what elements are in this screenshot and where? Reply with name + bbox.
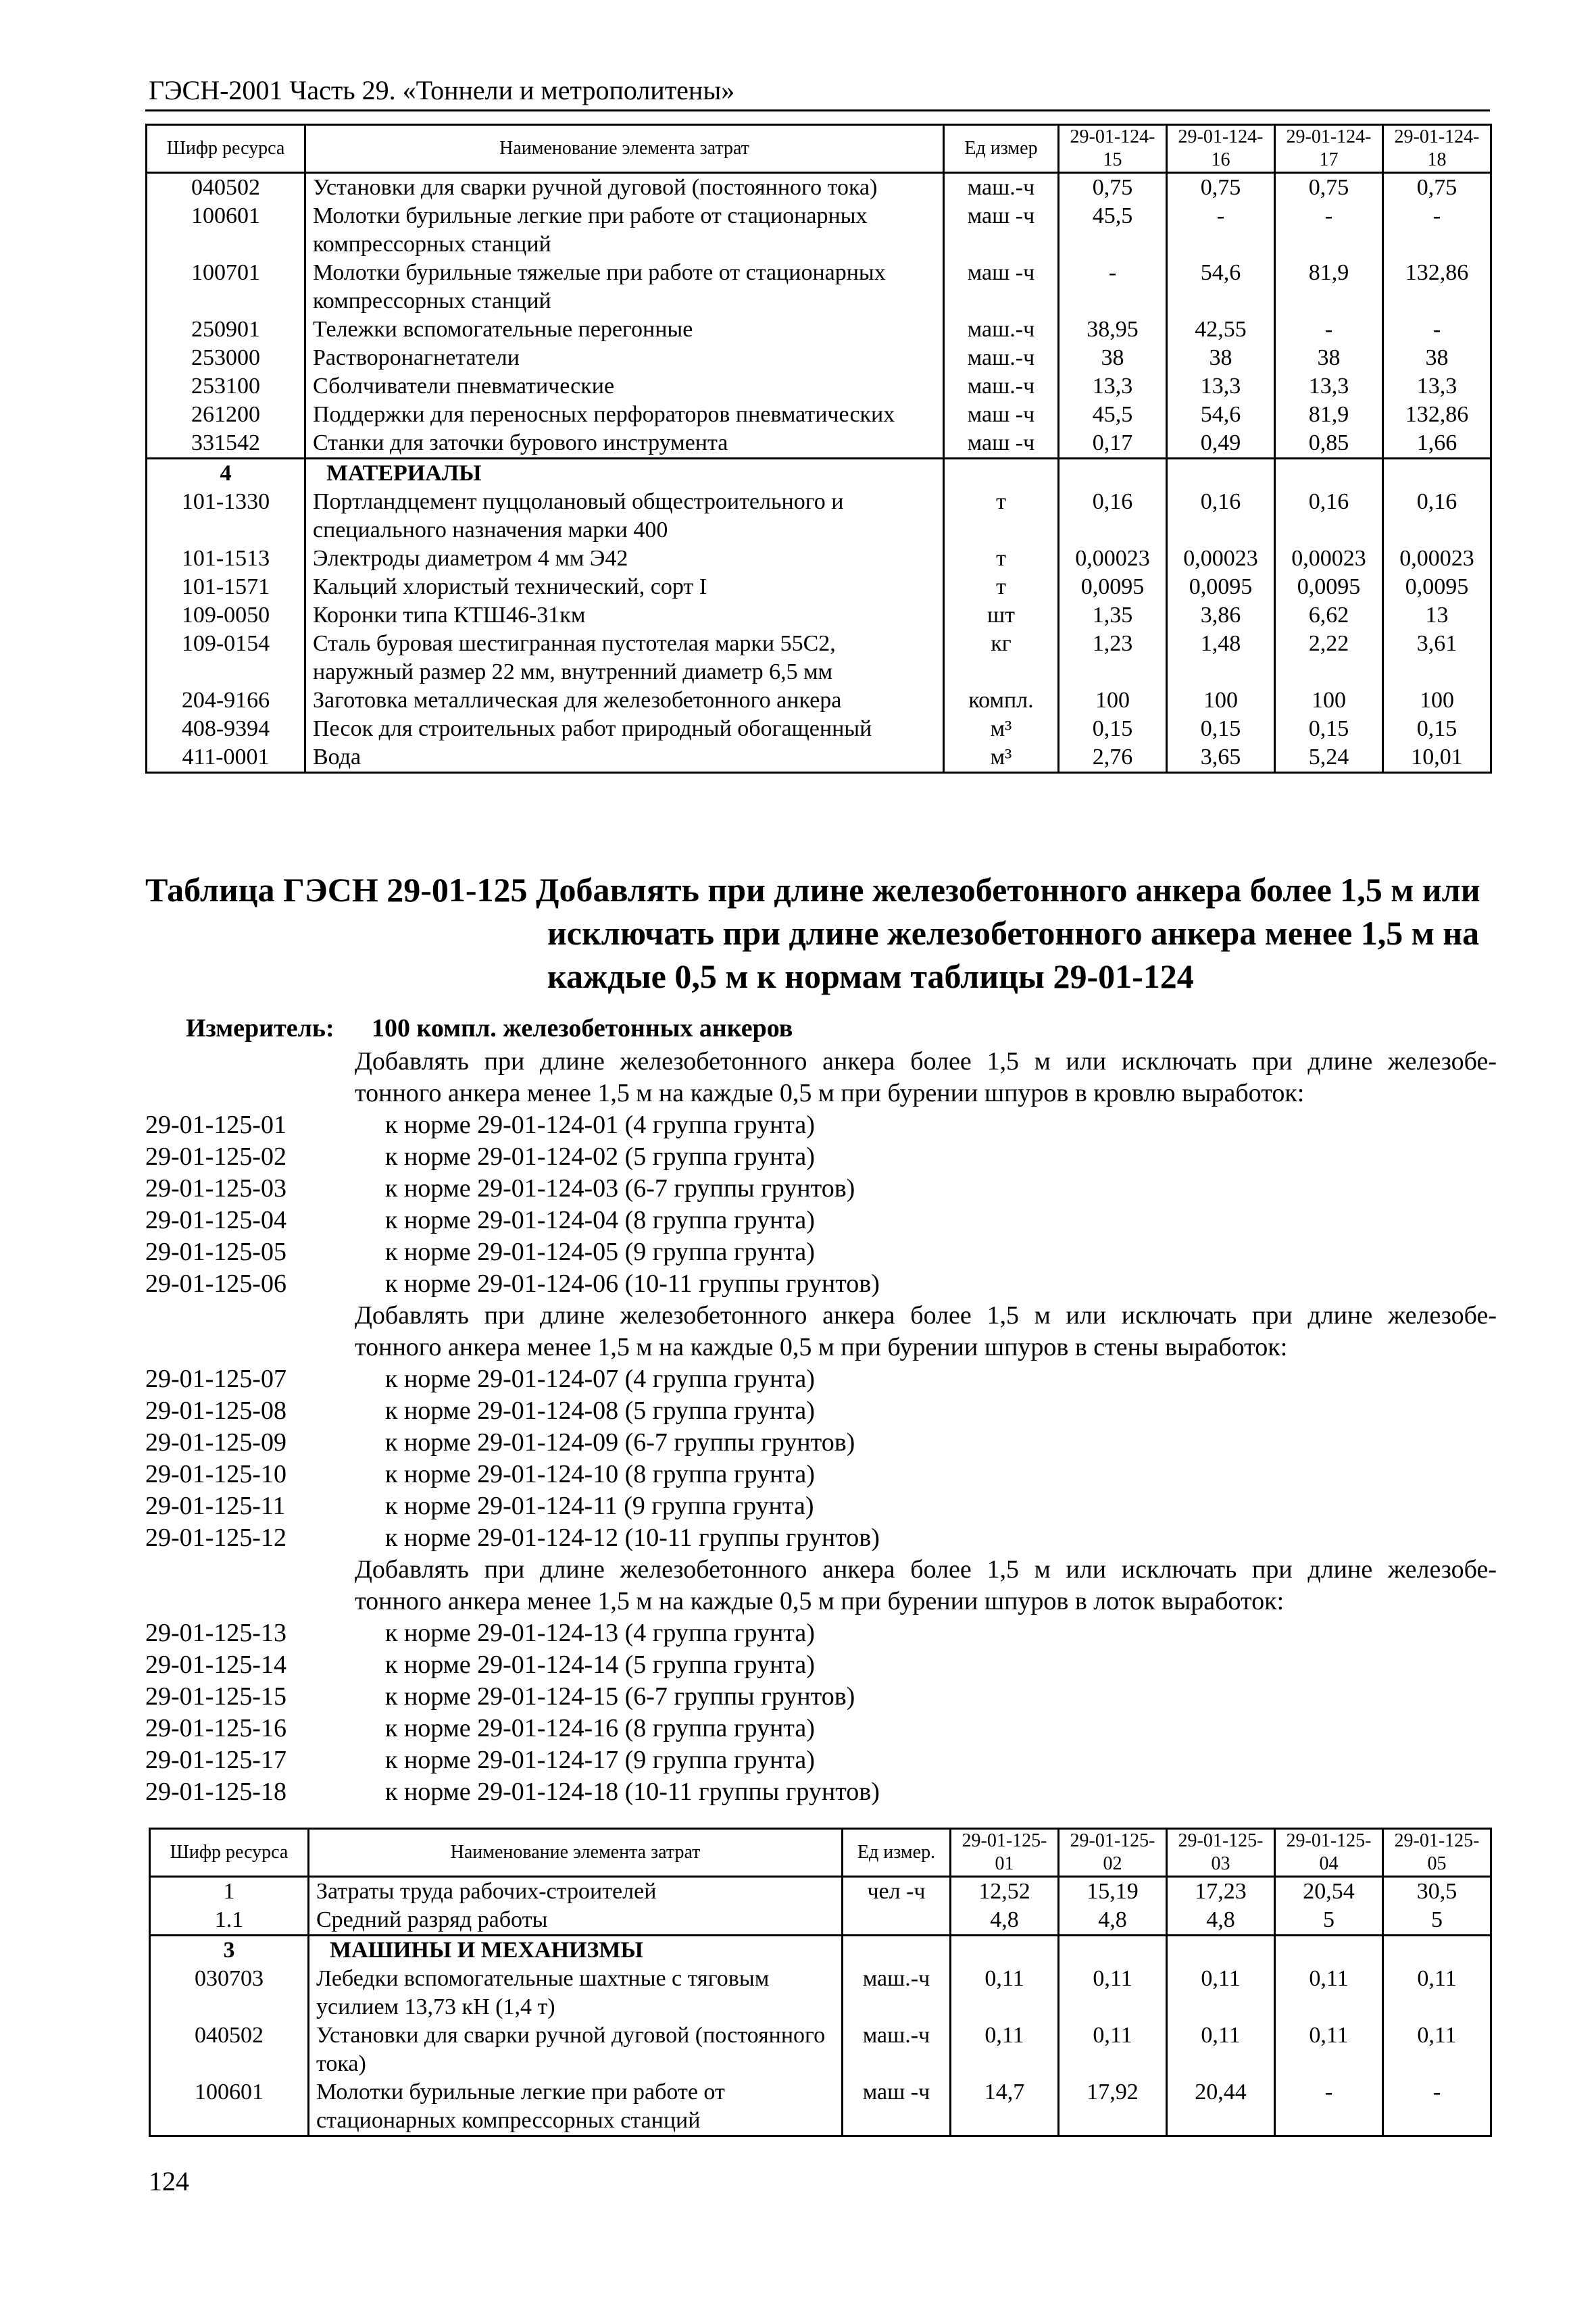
norm-value: 0,00023 <box>1059 545 1167 573</box>
norm-value: 100 <box>1383 686 1491 715</box>
norm-value: 0,11 <box>1059 2021 1167 2078</box>
norm-code: 29-01-125-02 <box>145 1142 286 1171</box>
empty-cell <box>951 1936 1059 1965</box>
table-row <box>147 630 1491 686</box>
resource-unit: чел -ч <box>843 1877 951 1907</box>
resource-code: 411-0001 <box>147 743 305 773</box>
norm-code: 29-01-125-10 <box>145 1460 286 1488</box>
norm-value: 6,62 <box>1275 601 1383 630</box>
norm-text: к норме 29-01-124-18 (10-11 группы грунтов) <box>385 1778 880 1806</box>
norm-value: 5 <box>1383 1906 1491 1936</box>
norm-text: к норме 29-01-124-10 (8 группа грунта) <box>385 1460 815 1488</box>
resource-name: Тележки вспомогательные перегонные <box>305 316 944 344</box>
section-code: 3 <box>150 1936 309 1965</box>
norm-value: 38 <box>1059 344 1167 372</box>
resource-unit: компл. <box>944 686 1059 715</box>
norm-value: 0,11 <box>951 2021 1059 2078</box>
table-title-line: Таблица ГЭСН 29-01-125 Добавлять при длине железобетонного анкера более 1,5 м или <box>145 871 1480 909</box>
resource-name: Поддержки для переносных перфораторов пневматических <box>305 401 944 429</box>
resource-table-124 <box>145 124 1492 774</box>
resource-code: 253100 <box>147 372 305 401</box>
norm-value: 0,00023 <box>1167 545 1275 573</box>
norm-value: 0,15 <box>1383 715 1491 743</box>
resource-name: Заготовка металлическая для железобетонного анкера <box>305 686 944 715</box>
norm-value: 3,65 <box>1167 743 1275 773</box>
norm-value: 2,76 <box>1059 743 1167 773</box>
norm-value: 13,3 <box>1059 372 1167 401</box>
norm-value: 0,75 <box>1059 173 1167 203</box>
table-row <box>147 545 1491 573</box>
norm-value: 45,5 <box>1059 202 1167 259</box>
norm-group-intro <box>145 1300 1497 1363</box>
empty-cell <box>1167 1936 1275 1965</box>
resource-name: Сболчиватели пневматические <box>305 372 944 401</box>
table-row <box>147 316 1491 344</box>
norm-value: 0,15 <box>1059 715 1167 743</box>
norm-value: 0,0095 <box>1383 573 1491 601</box>
table-row <box>150 1906 1491 1936</box>
norm-value: 81,9 <box>1275 259 1383 316</box>
measurer <box>186 1013 793 1043</box>
resource-unit: т <box>944 488 1059 545</box>
norm-value: 1,66 <box>1383 429 1491 459</box>
resource-code: 101-1513 <box>147 545 305 573</box>
norm-item <box>145 1459 1497 1490</box>
column-header: 29-01-124-16 <box>1167 125 1275 173</box>
table-title <box>145 868 1497 998</box>
table-row <box>150 1877 1491 1907</box>
table-row <box>150 2078 1491 2136</box>
norm-value: 81,9 <box>1275 401 1383 429</box>
norm-item <box>145 1744 1497 1776</box>
resource-unit: маш -ч <box>944 429 1059 459</box>
norm-value: 12,52 <box>951 1877 1059 1907</box>
norm-code: 29-01-125-06 <box>145 1269 286 1298</box>
norm-value: 38 <box>1383 344 1491 372</box>
norm-value: 0,75 <box>1167 173 1275 203</box>
column-header: Наименование элемента затрат <box>309 1829 843 1877</box>
norm-value: 20,54 <box>1275 1877 1383 1907</box>
norm-code: 29-01-125-01 <box>145 1111 286 1139</box>
norm-value: - <box>1275 2078 1383 2136</box>
norm-value: - <box>1383 2078 1491 2136</box>
norm-text: к норме 29-01-124-02 (5 группа грунта) <box>385 1142 815 1171</box>
section-code: 4 <box>147 459 305 488</box>
resource-unit: маш.-ч <box>944 372 1059 401</box>
norm-text: к норме 29-01-124-05 (9 группа грунта) <box>385 1238 815 1266</box>
norm-code: 29-01-125-04 <box>145 1206 286 1234</box>
resource-code: 250901 <box>147 316 305 344</box>
measurer-value: 100 компл. железобетонных анкеров <box>372 1014 793 1042</box>
norm-code: 29-01-125-16 <box>145 1714 286 1742</box>
table-title-line: каждые 0,5 м к нормам таблицы 29-01-124 <box>547 957 1194 995</box>
norm-item <box>145 1141 1497 1173</box>
norm-value: 17,92 <box>1059 2078 1167 2136</box>
norm-value: 0,15 <box>1275 715 1383 743</box>
norm-code: 29-01-125-05 <box>145 1238 286 1266</box>
norm-item <box>145 1649 1497 1681</box>
norm-value: - <box>1167 202 1275 259</box>
table-row <box>147 372 1491 401</box>
resource-code: 101-1571 <box>147 573 305 601</box>
norm-code: 29-01-125-18 <box>145 1778 286 1806</box>
norm-item <box>145 1268 1497 1300</box>
column-header: 29-01-125-02 <box>1059 1829 1167 1877</box>
resource-name: Кальций хлористый технический, сорт I <box>305 573 944 601</box>
norm-value: 0,11 <box>1383 1965 1491 2021</box>
resource-code: 408-9394 <box>147 715 305 743</box>
norm-list <box>145 1046 1497 1808</box>
norm-value: 0,16 <box>1167 488 1275 545</box>
norm-item <box>145 1427 1497 1459</box>
norm-code: 29-01-125-08 <box>145 1397 286 1425</box>
intro-line: Добавлять при длине железобетонного анкера более 1,5 м или исключать при длине железобе- <box>355 1047 1497 1076</box>
norm-item <box>145 1173 1497 1205</box>
resource-name: Молотки бурильные легкие при работе от стационарных компрессорных станций <box>309 2078 843 2136</box>
empty-cell <box>843 1936 951 1965</box>
empty-cell <box>944 459 1059 488</box>
table-header-row <box>147 125 1491 173</box>
resource-name: Коронки типа КТШ46-31км <box>305 601 944 630</box>
norm-value: 0,15 <box>1167 715 1275 743</box>
norm-item <box>145 1490 1497 1522</box>
page-number: 124 <box>149 2166 189 2196</box>
resource-code: 204-9166 <box>147 686 305 715</box>
header-rule <box>145 109 1490 111</box>
table-row <box>147 686 1491 715</box>
norm-item <box>145 1776 1497 1808</box>
norm-text: к норме 29-01-124-09 (6-7 группы грунтов) <box>385 1428 855 1457</box>
norm-value: 54,6 <box>1167 401 1275 429</box>
table-row <box>147 173 1491 203</box>
resource-code: 261200 <box>147 401 305 429</box>
resource-code: 040502 <box>147 173 305 203</box>
resource-unit: кг <box>944 630 1059 686</box>
empty-cell <box>1383 459 1491 488</box>
resource-unit: маш.-ч <box>944 344 1059 372</box>
norm-value: 132,86 <box>1383 259 1491 316</box>
norm-value: 10,01 <box>1383 743 1491 773</box>
norm-value: 100 <box>1059 686 1167 715</box>
norm-item <box>145 1363 1497 1395</box>
norm-code: 29-01-125-03 <box>145 1174 286 1203</box>
column-header: Ед измер. <box>843 1829 951 1877</box>
norm-value: 42,55 <box>1167 316 1275 344</box>
norm-group-intro <box>145 1046 1497 1109</box>
norm-item <box>145 1205 1497 1236</box>
resource-name: Установки для сварки ручной дуговой (постоянного тока) <box>309 2021 843 2078</box>
norm-value: 15,19 <box>1059 1877 1167 1907</box>
column-header: 29-01-125-05 <box>1383 1829 1491 1877</box>
resource-code: 100601 <box>147 202 305 259</box>
resource-unit: маш -ч <box>944 401 1059 429</box>
resource-name: Затраты труда рабочих-строителей <box>309 1877 843 1907</box>
norm-text: к норме 29-01-124-03 (6-7 группы грунтов) <box>385 1174 855 1203</box>
table-row <box>147 344 1491 372</box>
norm-text: к норме 29-01-124-16 (8 группа грунта) <box>385 1714 815 1742</box>
resource-name: Установки для сварки ручной дуговой (постоянного тока) <box>305 173 944 203</box>
column-header: 29-01-124-18 <box>1383 125 1491 173</box>
norm-value: 13,3 <box>1275 372 1383 401</box>
norm-code: 29-01-125-13 <box>145 1619 286 1647</box>
norm-value: 0,16 <box>1383 488 1491 545</box>
norm-code: 29-01-125-12 <box>145 1524 286 1552</box>
section-title: МАШИНЫ И МЕХАНИЗМЫ <box>309 1936 843 1965</box>
norm-value: 38 <box>1167 344 1275 372</box>
resource-unit: м³ <box>944 715 1059 743</box>
table-title-line: исключать при длине железобетонного анкера менее 1,5 м на <box>547 914 1480 952</box>
norm-text: к норме 29-01-124-14 (5 группа грунта) <box>385 1651 815 1679</box>
norm-text: к норме 29-01-124-13 (4 группа грунта) <box>385 1619 815 1647</box>
norm-value: 0,0095 <box>1275 573 1383 601</box>
norm-value: 100 <box>1275 686 1383 715</box>
norm-value: 2,22 <box>1275 630 1383 686</box>
norm-text: к норме 29-01-124-07 (4 группа грунта) <box>385 1365 815 1393</box>
resource-name: Сталь буровая шестигранная пустотелая марки 55С2, наружный размер 22 мм, внутренний диаметр 6,5 мм <box>305 630 944 686</box>
norm-value: 20,44 <box>1167 2078 1275 2136</box>
resource-name: Электроды диаметром 4 мм Э42 <box>305 545 944 573</box>
empty-cell <box>1059 459 1167 488</box>
resource-code: 100701 <box>147 259 305 316</box>
norm-text: к норме 29-01-124-06 (10-11 группы грунтов) <box>385 1269 880 1298</box>
norm-value: 0,11 <box>1167 2021 1275 2078</box>
intro-line: Добавлять при длине железобетонного анкера более 1,5 м или исключать при длине железобе- <box>355 1301 1497 1330</box>
resource-name: Растворонагнетатели <box>305 344 944 372</box>
norm-code: 29-01-125-11 <box>145 1492 286 1520</box>
norm-value: 0,00023 <box>1383 545 1491 573</box>
norm-value: 38 <box>1275 344 1383 372</box>
resource-unit: т <box>944 573 1059 601</box>
resource-name: Молотки бурильные тяжелые при работе от стационарных компрессорных станций <box>305 259 944 316</box>
column-header: 29-01-125-01 <box>951 1829 1059 1877</box>
table-row <box>147 715 1491 743</box>
column-header: 29-01-125-03 <box>1167 1829 1275 1877</box>
resource-code: 109-0050 <box>147 601 305 630</box>
table-row <box>147 573 1491 601</box>
norm-value: 13,3 <box>1167 372 1275 401</box>
norm-value: 1,35 <box>1059 601 1167 630</box>
norm-text: к норме 29-01-124-08 (5 группа грунта) <box>385 1397 815 1425</box>
resource-unit: маш -ч <box>944 259 1059 316</box>
resource-name: Песок для строительных работ природный обогащенный <box>305 715 944 743</box>
norm-text: к норме 29-01-124-01 (4 группа грунта) <box>385 1111 815 1139</box>
norm-value: 0,11 <box>951 1965 1059 2021</box>
table-row <box>147 601 1491 630</box>
column-header: 29-01-124-17 <box>1275 125 1383 173</box>
norm-item <box>145 1522 1497 1554</box>
resource-code: 331542 <box>147 429 305 459</box>
norm-value: 4,8 <box>1059 1906 1167 1936</box>
table-row <box>147 743 1491 773</box>
table-row <box>147 202 1491 259</box>
resource-unit: маш.-ч <box>843 2021 951 2078</box>
resource-name: Средний разряд работы <box>309 1906 843 1936</box>
table-header-row <box>150 1829 1491 1877</box>
resource-unit: маш -ч <box>843 2078 951 2136</box>
resource-code: 101-1330 <box>147 488 305 545</box>
running-header: ГЭСН-2001 Часть 29. «Тоннели и метрополитены» <box>149 75 735 105</box>
norm-value: 30,5 <box>1383 1877 1491 1907</box>
norm-value: 54,6 <box>1167 259 1275 316</box>
resource-unit: маш.-ч <box>944 316 1059 344</box>
norm-item <box>145 1395 1497 1427</box>
norm-code: 29-01-125-14 <box>145 1651 286 1679</box>
norm-item <box>145 1681 1497 1713</box>
section-row-machines <box>150 1936 1491 1965</box>
empty-cell <box>1275 1936 1383 1965</box>
table-row <box>147 259 1491 316</box>
resource-unit: т <box>944 545 1059 573</box>
norm-item <box>145 1236 1497 1268</box>
measurer-label: Измеритель: <box>186 1014 334 1042</box>
intro-line: тонного анкера менее 1,5 м на каждые 0,5 м при бурении шпуров в лоток выработок: <box>355 1587 1285 1615</box>
resource-unit: маш.-ч <box>843 1965 951 2021</box>
resource-code: 109-0154 <box>147 630 305 686</box>
resource-name: Станки для заточки бурового инструмента <box>305 429 944 459</box>
resource-code: 030703 <box>150 1965 309 2021</box>
norm-value: 0,11 <box>1275 1965 1383 2021</box>
empty-cell <box>1275 459 1383 488</box>
empty-cell <box>1167 459 1275 488</box>
norm-value: - <box>1275 202 1383 259</box>
intro-line: тонного анкера менее 1,5 м на каждые 0,5 м при бурении шпуров в кровлю выработок: <box>355 1079 1305 1107</box>
resource-code: 1 <box>150 1877 309 1907</box>
norm-value: 0,11 <box>1167 1965 1275 2021</box>
norm-item <box>145 1617 1497 1649</box>
resource-unit: м³ <box>944 743 1059 773</box>
resource-name: Молотки бурильные легкие при работе от стационарных компрессорных станций <box>305 202 944 259</box>
column-header: Шифр ресурса <box>150 1829 309 1877</box>
empty-cell <box>1383 1936 1491 1965</box>
norm-value: 0,11 <box>1275 2021 1383 2078</box>
norm-value: 0,85 <box>1275 429 1383 459</box>
resource-table-125 <box>149 1828 1492 2137</box>
norm-value: - <box>1383 316 1491 344</box>
resource-name: Вода <box>305 743 944 773</box>
resource-code: 1.1 <box>150 1906 309 1936</box>
empty-cell <box>1059 1936 1167 1965</box>
norm-value: 132,86 <box>1383 401 1491 429</box>
norm-value: - <box>1059 259 1167 316</box>
column-header: Шифр ресурса <box>147 125 305 173</box>
table-row <box>150 2021 1491 2078</box>
intro-line: Добавлять при длине железобетонного анкера более 1,5 м или исключать при длине железобе- <box>355 1555 1497 1584</box>
norm-item <box>145 1109 1497 1141</box>
norm-value: 0,0095 <box>1059 573 1167 601</box>
resource-unit: маш -ч <box>944 202 1059 259</box>
resource-unit: шт <box>944 601 1059 630</box>
norm-value: 0,00023 <box>1275 545 1383 573</box>
section-title: МАТЕРИАЛЫ <box>305 459 944 488</box>
table-row <box>147 488 1491 545</box>
column-header: Ед измер <box>944 125 1059 173</box>
norm-value: 13,3 <box>1383 372 1491 401</box>
norm-value: 5,24 <box>1275 743 1383 773</box>
resource-unit: маш.-ч <box>944 173 1059 203</box>
table-row <box>150 1965 1491 2021</box>
resource-code: 253000 <box>147 344 305 372</box>
norm-text: к норме 29-01-124-17 (9 группа грунта) <box>385 1746 815 1774</box>
norm-value: 38,95 <box>1059 316 1167 344</box>
section-row-materials <box>147 459 1491 488</box>
norm-value: 0,75 <box>1383 173 1491 203</box>
resource-code: 100601 <box>150 2078 309 2136</box>
column-header: 29-01-124-15 <box>1059 125 1167 173</box>
norm-value: 17,23 <box>1167 1877 1275 1907</box>
norm-value: 0,75 <box>1275 173 1383 203</box>
norm-value: 0,0095 <box>1167 573 1275 601</box>
norm-value: 0,49 <box>1167 429 1275 459</box>
norm-value: - <box>1383 202 1491 259</box>
norm-value: 0,11 <box>1383 2021 1491 2078</box>
resource-name: Лебедки вспомогательные шахтные с тяговым усилием 13,73 кН (1,4 т) <box>309 1965 843 2021</box>
norm-text: к норме 29-01-124-12 (10-11 группы грунтов) <box>385 1524 880 1552</box>
norm-text: к норме 29-01-124-11 (9 группа грунта) <box>385 1492 814 1520</box>
norm-value: - <box>1275 316 1383 344</box>
column-header: 29-01-125-04 <box>1275 1829 1383 1877</box>
column-header: Наименование элемента затрат <box>305 125 944 173</box>
norm-value: 4,8 <box>1167 1906 1275 1936</box>
norm-value: 13 <box>1383 601 1491 630</box>
norm-value: 1,23 <box>1059 630 1167 686</box>
intro-line: тонного анкера менее 1,5 м на каждые 0,5 м при бурении шпуров в стены выработок: <box>355 1333 1288 1361</box>
norm-value: 0,17 <box>1059 429 1167 459</box>
norm-value: 14,7 <box>951 2078 1059 2136</box>
resource-name: Портландцемент пуццолановый общестроительного и специального назначения марки 400 <box>305 488 944 545</box>
norm-code: 29-01-125-17 <box>145 1746 286 1774</box>
resource-unit <box>843 1906 951 1936</box>
norm-code: 29-01-125-09 <box>145 1428 286 1457</box>
norm-code: 29-01-125-07 <box>145 1365 286 1393</box>
norm-value: 0,16 <box>1059 488 1167 545</box>
norm-value: 3,86 <box>1167 601 1275 630</box>
norm-value: 4,8 <box>951 1906 1059 1936</box>
norm-value: 3,61 <box>1383 630 1491 686</box>
norm-value: 100 <box>1167 686 1275 715</box>
norm-value: 1,48 <box>1167 630 1275 686</box>
norm-text: к норме 29-01-124-15 (6-7 группы грунтов) <box>385 1682 855 1711</box>
norm-value: 0,11 <box>1059 1965 1167 2021</box>
resource-code: 040502 <box>150 2021 309 2078</box>
norm-text: к норме 29-01-124-04 (8 группа грунта) <box>385 1206 815 1234</box>
norm-value: 5 <box>1275 1906 1383 1936</box>
table-row <box>147 401 1491 429</box>
norm-value: 0,16 <box>1275 488 1383 545</box>
norm-value: 45,5 <box>1059 401 1167 429</box>
table-row <box>147 429 1491 459</box>
norm-item <box>145 1713 1497 1744</box>
norm-code: 29-01-125-15 <box>145 1682 286 1711</box>
norm-group-intro <box>145 1554 1497 1617</box>
